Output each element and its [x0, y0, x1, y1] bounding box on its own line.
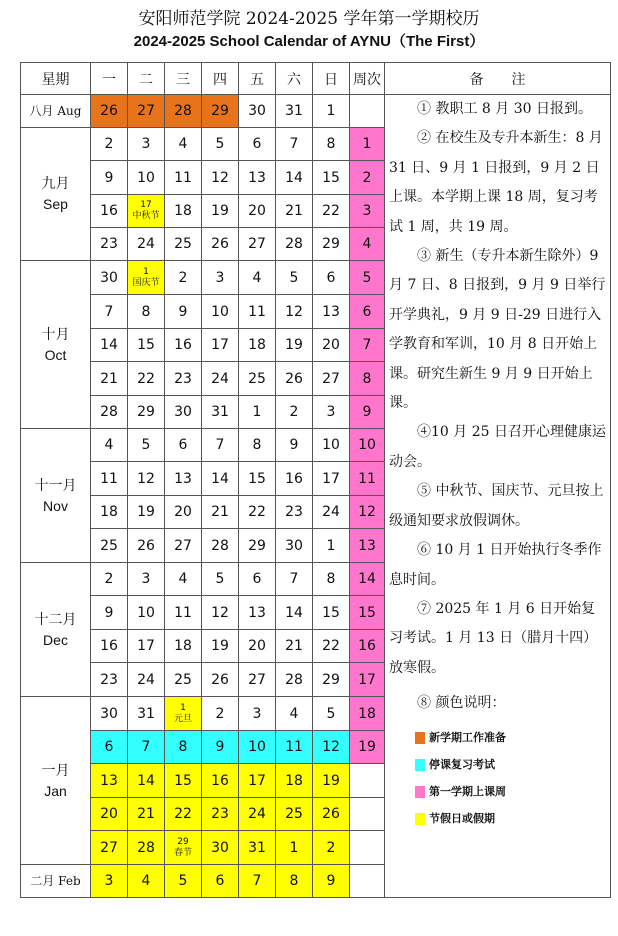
month-name-en: Sep — [43, 196, 68, 212]
day-cell-fri: 27 — [239, 663, 276, 697]
week-number: 13 — [350, 529, 385, 563]
day-cell-thu: 29 — [202, 95, 239, 128]
day-cell-fri: 3 — [239, 697, 276, 731]
day-cell-wed: 9 — [165, 295, 202, 329]
day-cell-tue: 27 — [128, 95, 165, 128]
week-number: 4 — [350, 228, 385, 261]
day-cell-mon: 2 — [91, 563, 128, 596]
header-fri: 五 — [239, 63, 276, 95]
month-label-aug — [21, 95, 91, 128]
day-cell-mon: 13 — [91, 764, 128, 798]
day-cell-mon: 6 — [91, 731, 128, 764]
day-cell-sun: 22 — [313, 195, 350, 228]
week-number — [350, 764, 385, 798]
legend-item — [415, 752, 606, 779]
day-cell-sat: 1 — [276, 831, 313, 865]
day-cell-sat: 25 — [276, 798, 313, 831]
day-cell-sat: 23 — [276, 496, 313, 529]
day-cell-sat: 8 — [276, 865, 313, 898]
day-cell-sat: 26 — [276, 362, 313, 396]
day-cell-wed: 4 — [165, 563, 202, 596]
day-cell-thu: 5 — [202, 128, 239, 161]
day-cell-wed: 8 — [165, 731, 202, 764]
day-cell-mon: 11 — [91, 462, 128, 496]
week-number: 3 — [350, 195, 385, 228]
month-label-feb — [21, 865, 91, 898]
month-name-en: Nov — [43, 497, 68, 514]
note-item: ② 在校生及专升本新生：8 月 31 日、9 月 1 日报到，9 月 2 日上课。本学期上课 18 周，复习考试 1 周，共 19 周。 — [389, 130, 603, 235]
note-item: ⑥ 10 月 1 日开始执行冬季作息时间。 — [389, 542, 602, 588]
day-cell-thu: 26 — [202, 228, 239, 261]
day-cell-mon: 16 — [91, 630, 128, 663]
day-cell-sat: 4 — [276, 697, 313, 731]
day-cell-tue — [128, 195, 165, 228]
day-cell-tue: 14 — [128, 764, 165, 798]
day-cell-sun: 1 — [313, 529, 350, 563]
day-cell-wed: 20 — [165, 496, 202, 529]
day-cell-thu: 24 — [202, 362, 239, 396]
day-cell-sun: 6 — [313, 261, 350, 295]
day-cell-tue: 12 — [128, 462, 165, 496]
day-cell-fri: 20 — [239, 630, 276, 663]
week-number: 19 — [350, 731, 385, 764]
week-number — [350, 865, 385, 898]
header-thu: 四 — [202, 63, 239, 95]
day-cell-tue: 8 — [128, 295, 165, 329]
calendar-table — [20, 62, 611, 898]
day-number: 1 — [143, 266, 149, 277]
day-cell-fri: 10 — [239, 731, 276, 764]
day-cell-fri: 6 — [239, 563, 276, 596]
day-cell-sat: 28 — [276, 228, 313, 261]
month-name-cn: 十月 — [41, 326, 70, 343]
month-label-oct — [21, 261, 91, 429]
day-cell-thu: 26 — [202, 663, 239, 697]
day-cell-fri: 24 — [239, 798, 276, 831]
header-weekday: 星期 — [21, 63, 91, 95]
day-cell-mon: 30 — [91, 261, 128, 295]
day-cell-tue: 10 — [128, 161, 165, 195]
month-name-en: Dec — [43, 631, 68, 648]
day-cell-mon: 16 — [91, 195, 128, 228]
month-label-jan — [21, 697, 91, 865]
day-cell-tue: 24 — [128, 663, 165, 697]
week-number — [350, 95, 385, 128]
day-cell-fri: 18 — [239, 329, 276, 362]
day-cell-sun: 2 — [313, 831, 350, 865]
legend-swatch — [415, 759, 425, 771]
header-tue: 二 — [128, 63, 165, 95]
day-cell-mon: 9 — [91, 161, 128, 195]
day-number: 17 — [140, 200, 152, 210]
header-notes: 备 注 — [385, 63, 611, 95]
week-number: 14 — [350, 563, 385, 596]
day-cell-fri: 22 — [239, 496, 276, 529]
day-cell-sat: 9 — [276, 429, 313, 462]
day-cell-tue: 17 — [128, 630, 165, 663]
day-cell-mon: 21 — [91, 362, 128, 396]
week-number: 5 — [350, 261, 385, 295]
day-cell-wed: 25 — [165, 663, 202, 697]
day-cell-wed: 13 — [165, 462, 202, 496]
day-cell-tue: 29 — [128, 396, 165, 429]
day-cell-sat: 31 — [276, 95, 313, 128]
day-cell-thu: 14 — [202, 462, 239, 496]
day-cell-tue: 7 — [128, 731, 165, 764]
day-cell-fri: 4 — [239, 261, 276, 295]
month-name-cn: 二月 Feb — [30, 874, 81, 888]
header-mon: 一 — [91, 63, 128, 95]
day-cell-wed: 15 — [165, 764, 202, 798]
day-cell-fri: 7 — [239, 865, 276, 898]
day-cell-sun: 15 — [313, 596, 350, 630]
day-cell-thu: 19 — [202, 630, 239, 663]
header-week: 周次 — [350, 63, 385, 95]
day-cell-thu: 12 — [202, 161, 239, 195]
note-item: ⑤ 中秋节、国庆节、元旦按上级通知要求放假调休。 — [389, 483, 604, 529]
day-cell-sun: 26 — [313, 798, 350, 831]
day-cell-thu: 6 — [202, 865, 239, 898]
day-number: 1 — [180, 702, 186, 713]
day-cell-mon: 28 — [91, 396, 128, 429]
day-cell-sun: 29 — [313, 663, 350, 697]
day-cell-sat: 30 — [276, 529, 313, 563]
day-cell-sun: 1 — [313, 95, 350, 128]
day-cell-thu: 12 — [202, 596, 239, 630]
day-cell-wed: 23 — [165, 362, 202, 396]
day-cell-sun: 22 — [313, 630, 350, 663]
day-cell-tue: 15 — [128, 329, 165, 362]
day-cell-sat: 28 — [276, 663, 313, 697]
legend-item — [415, 725, 606, 752]
day-cell-mon: 23 — [91, 663, 128, 697]
day-cell-mon: 20 — [91, 798, 128, 831]
note-item: ⑦ 2025 年 1 月 6 日开始复习考试。1 月 13 日（腊月十四）放寒假。 — [389, 600, 598, 676]
day-cell-tue: 3 — [128, 128, 165, 161]
legend-label: 节假日或假期 — [429, 812, 495, 826]
week-number: 7 — [350, 329, 385, 362]
day-cell-wed: 11 — [165, 161, 202, 195]
day-cell-wed: 16 — [165, 329, 202, 362]
day-cell-sun: 8 — [313, 128, 350, 161]
day-cell-thu: 9 — [202, 731, 239, 764]
day-cell-thu: 30 — [202, 831, 239, 865]
week-number: 18 — [350, 697, 385, 731]
day-cell-tue: 4 — [128, 865, 165, 898]
day-cell-fri: 29 — [239, 529, 276, 563]
day-cell-fri: 13 — [239, 596, 276, 630]
holiday-label: 国庆节 — [132, 277, 160, 288]
month-name-en: Oct — [44, 346, 67, 363]
day-cell-wed: 30 — [165, 396, 202, 429]
day-cell-thu: 7 — [202, 429, 239, 462]
legend-title: ⑧ 颜色说明： — [417, 695, 506, 712]
day-cell-sun: 8 — [313, 563, 350, 596]
day-cell-thu: 21 — [202, 496, 239, 529]
day-cell-tue: 3 — [128, 563, 165, 596]
day-cell-fri: 11 — [239, 295, 276, 329]
day-cell-fri: 13 — [239, 161, 276, 195]
day-cell-sun: 29 — [313, 228, 350, 261]
day-cell-sun: 10 — [313, 429, 350, 462]
day-cell-wed: 4 — [165, 128, 202, 161]
title-en: 2024-2025 School Calendar of AYNU（The First） — [133, 33, 485, 50]
day-cell-sun: 12 — [313, 731, 350, 764]
day-cell-sat: 14 — [276, 596, 313, 630]
day-cell-tue: 21 — [128, 798, 165, 831]
day-cell-mon: 4 — [91, 429, 128, 462]
week-number: 11 — [350, 462, 385, 496]
day-cell-sat: 16 — [276, 462, 313, 496]
week-number: 17 — [350, 663, 385, 697]
note-item: ③ 新生（专升本新生除外）9 月 7 日、8 日报到，9 月 9 日举行开学典礼，9 月 9 日-29 日进行入学教育和军训，10 月 8 日开始上课。研究生新生 9 月 9 日开始上课。 — [389, 248, 606, 412]
day-cell-wed: 5 — [165, 865, 202, 898]
month-name-cn: 九月 — [41, 176, 70, 192]
day-cell-sun: 17 — [313, 462, 350, 496]
month-name-cn: 十二月 — [34, 611, 77, 628]
header-row — [21, 63, 611, 95]
day-cell-sat: 5 — [276, 261, 313, 295]
day-cell-wed: 28 — [165, 95, 202, 128]
header-sun: 日 — [313, 63, 350, 95]
day-cell-mon: 7 — [91, 295, 128, 329]
calendar-row — [21, 95, 611, 128]
day-cell-tue: 24 — [128, 228, 165, 261]
day-cell-wed: 25 — [165, 228, 202, 261]
day-cell-sun: 3 — [313, 396, 350, 429]
legend-item — [415, 806, 606, 833]
legend-label: 第一学期上课周 — [429, 785, 506, 799]
legend-item — [415, 779, 606, 806]
day-cell-wed — [165, 831, 202, 865]
day-cell-thu: 19 — [202, 195, 239, 228]
notes-panel — [385, 95, 611, 898]
day-cell-wed: 2 — [165, 261, 202, 295]
note-item: ④10 月 25 日召开心理健康运动会。 — [389, 424, 606, 470]
day-cell-sat: 14 — [276, 161, 313, 195]
day-cell-mon: 30 — [91, 697, 128, 731]
day-cell-tue: 10 — [128, 596, 165, 630]
title-cn: 安阳师范学院 2024-2025 学年第一学期校历 — [138, 9, 480, 29]
legend-swatch — [415, 732, 425, 744]
week-number: 15 — [350, 596, 385, 630]
day-cell-mon: 14 — [91, 329, 128, 362]
day-cell-sat: 12 — [276, 295, 313, 329]
day-cell-wed — [165, 697, 202, 731]
day-cell-fri: 31 — [239, 831, 276, 865]
day-cell-thu: 23 — [202, 798, 239, 831]
day-cell-sat: 21 — [276, 195, 313, 228]
legend-swatch — [415, 786, 425, 798]
day-cell-fri: 27 — [239, 228, 276, 261]
legend-label: 新学期工作准备 — [429, 731, 506, 745]
day-cell-sun: 9 — [313, 865, 350, 898]
day-number: 29 — [177, 836, 189, 847]
day-cell-tue: 28 — [128, 831, 165, 865]
day-cell-sat: 2 — [276, 396, 313, 429]
month-name-cn: 一月 — [41, 762, 70, 779]
note-item: ① 教职工 8 月 30 日报到。 — [417, 101, 592, 117]
day-cell-thu: 2 — [202, 697, 239, 731]
day-cell-wed: 11 — [165, 596, 202, 630]
day-cell-tue — [128, 261, 165, 295]
day-cell-wed: 22 — [165, 798, 202, 831]
day-cell-mon: 9 — [91, 596, 128, 630]
month-name-en: Jan — [44, 782, 67, 799]
day-cell-sat: 19 — [276, 329, 313, 362]
day-cell-wed: 27 — [165, 529, 202, 563]
legend-swatch — [415, 813, 425, 825]
day-cell-fri: 25 — [239, 362, 276, 396]
day-cell-wed: 18 — [165, 630, 202, 663]
day-cell-tue: 22 — [128, 362, 165, 396]
day-cell-fri: 1 — [239, 396, 276, 429]
day-cell-mon: 27 — [91, 831, 128, 865]
day-cell-fri: 6 — [239, 128, 276, 161]
day-cell-sat: 7 — [276, 128, 313, 161]
day-cell-tue: 31 — [128, 697, 165, 731]
week-number — [350, 798, 385, 831]
day-cell-fri: 17 — [239, 764, 276, 798]
day-cell-tue: 26 — [128, 529, 165, 563]
month-name-cn: 十一月 — [34, 477, 77, 494]
day-cell-thu: 10 — [202, 295, 239, 329]
week-number: 1 — [350, 128, 385, 161]
week-number: 8 — [350, 362, 385, 396]
day-cell-mon: 18 — [91, 496, 128, 529]
day-cell-thu: 16 — [202, 764, 239, 798]
holiday-label: 中秋节 — [132, 211, 160, 221]
day-cell-sun: 15 — [313, 161, 350, 195]
day-cell-sat: 21 — [276, 630, 313, 663]
day-cell-sun: 27 — [313, 362, 350, 396]
month-label-dec — [21, 563, 91, 697]
day-cell-fri: 30 — [239, 95, 276, 128]
week-number: 12 — [350, 496, 385, 529]
day-cell-sat: 18 — [276, 764, 313, 798]
day-cell-thu: 5 — [202, 563, 239, 596]
day-cell-thu: 17 — [202, 329, 239, 362]
week-number: 10 — [350, 429, 385, 462]
header-sat: 六 — [276, 63, 313, 95]
day-cell-thu: 3 — [202, 261, 239, 295]
day-cell-mon: 2 — [91, 128, 128, 161]
color-legend — [415, 725, 606, 833]
week-number — [350, 831, 385, 865]
day-cell-sun: 24 — [313, 496, 350, 529]
holiday-label: 春节 — [173, 847, 192, 858]
day-cell-mon: 23 — [91, 228, 128, 261]
day-cell-wed: 6 — [165, 429, 202, 462]
day-cell-tue: 5 — [128, 429, 165, 462]
week-number: 9 — [350, 396, 385, 429]
day-cell-sun: 13 — [313, 295, 350, 329]
day-cell-sat: 11 — [276, 731, 313, 764]
day-cell-tue: 19 — [128, 496, 165, 529]
day-cell-fri: 15 — [239, 462, 276, 496]
day-cell-wed: 18 — [165, 195, 202, 228]
week-number: 6 — [350, 295, 385, 329]
month-name-cn: 八月 Aug — [29, 104, 82, 118]
week-number: 16 — [350, 630, 385, 663]
day-cell-sun: 20 — [313, 329, 350, 362]
month-label-sep — [21, 128, 91, 261]
week-number: 2 — [350, 161, 385, 195]
day-cell-mon: 26 — [91, 95, 128, 128]
day-cell-sat: 7 — [276, 563, 313, 596]
legend-label: 停课复习考试 — [429, 758, 495, 772]
day-cell-fri: 20 — [239, 195, 276, 228]
holiday-label: 元旦 — [173, 713, 192, 724]
day-cell-mon: 25 — [91, 529, 128, 563]
day-cell-mon: 3 — [91, 865, 128, 898]
day-cell-thu: 31 — [202, 396, 239, 429]
month-label-nov — [21, 429, 91, 563]
day-cell-thu: 28 — [202, 529, 239, 563]
day-cell-sun: 19 — [313, 764, 350, 798]
header-wed: 三 — [165, 63, 202, 95]
day-cell-fri: 8 — [239, 429, 276, 462]
day-cell-sun: 5 — [313, 697, 350, 731]
